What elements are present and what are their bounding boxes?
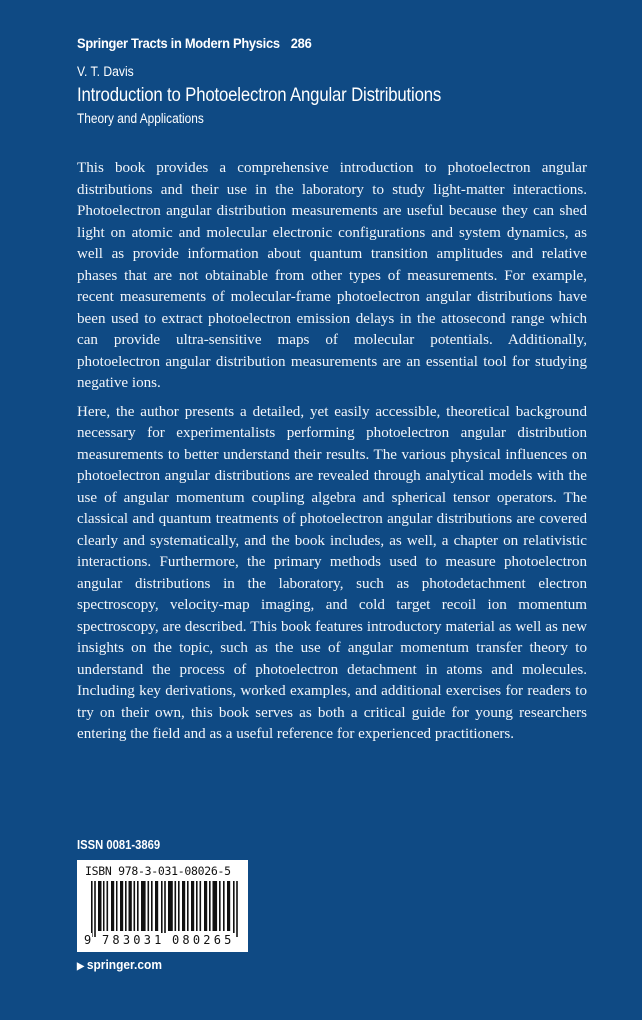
blurb-paragraph-1: This book provides a comprehensive introduction to photoelectron angular distributions and their use in the laboratory to study light-matter interactions. Photoelectron angular distribution measurements are useful because they can shed light on atomic and molecular electronic configurations and system dynamics, as well as provide information about quantum transition amplitudes and relative phases that are not obtainable from other types of measurements. For example, recent measurements of molecular-frame photoelectron angular distributions have been used to extract photoelectron emission delays in the attosecond range which can provide ultra-sensitive maps of molecular potentials. Additionally, photoelectron angular distribution measurements are an essential tool for studying negative ions.: [77, 160, 587, 391]
author-name: V. T. Davis: [77, 64, 134, 79]
website-text: springer.com: [86, 957, 162, 972]
series-line: [77, 35, 311, 51]
isbn-barcode: [77, 860, 248, 952]
publisher-website-link[interactable]: [77, 957, 162, 972]
series-name: Springer Tracts in Modern Physics: [77, 35, 280, 51]
barcode-lead-digit: 9: [84, 933, 92, 947]
series-volume: 286: [290, 35, 312, 51]
barcode-bars-icon: [91, 881, 241, 937]
issn: ISSN 0081-3869: [77, 838, 161, 852]
barcode-right-group: 080265: [172, 933, 235, 947]
blurb: [77, 158, 587, 753]
barcode-left-group: 783031: [102, 933, 165, 947]
blurb-paragraph-2: Here, the author presents a detailed, yet easily accessible, theoretical background necessary for experimentalists performing photoelectron angular distribution measurements to better understand their results. The various physical influences on photoelectron angular distributions are revealed through analytical models with the use of angular momentum coupling algebra and spherical tensor operators. The classical and quantum treatments of photoelectron angular distributions are covered clearly and systematically, and the book includes, as well, a chapter on relativistic interactions. Furthermore, the primary methods used to measure photoelectron angular distributions in the laboratory, such as photodetachment electron spectroscopy, velocity-map imaging, and cold target recoil ion momentum spectroscopy, are described. This book features introductory material as well as new insights on the topic, such as the use of angular momentum transfer theory to understand the process of photoelectron detachment in atoms and molecules. Including key derivations, worked examples, and additional exercises for readers to try on their own, this book serves as both a critical guide for young researchers entering the field and as a useful reference for experienced practitioners.: [77, 403, 587, 742]
triangle-right-icon: ▶: [77, 961, 85, 972]
book-title: Introduction to Photoelectron Angular Distributions: [77, 84, 442, 106]
isbn-label: ISBN 978-3-031-08026-5: [85, 864, 231, 878]
book-subtitle: Theory and Applications: [77, 111, 204, 126]
